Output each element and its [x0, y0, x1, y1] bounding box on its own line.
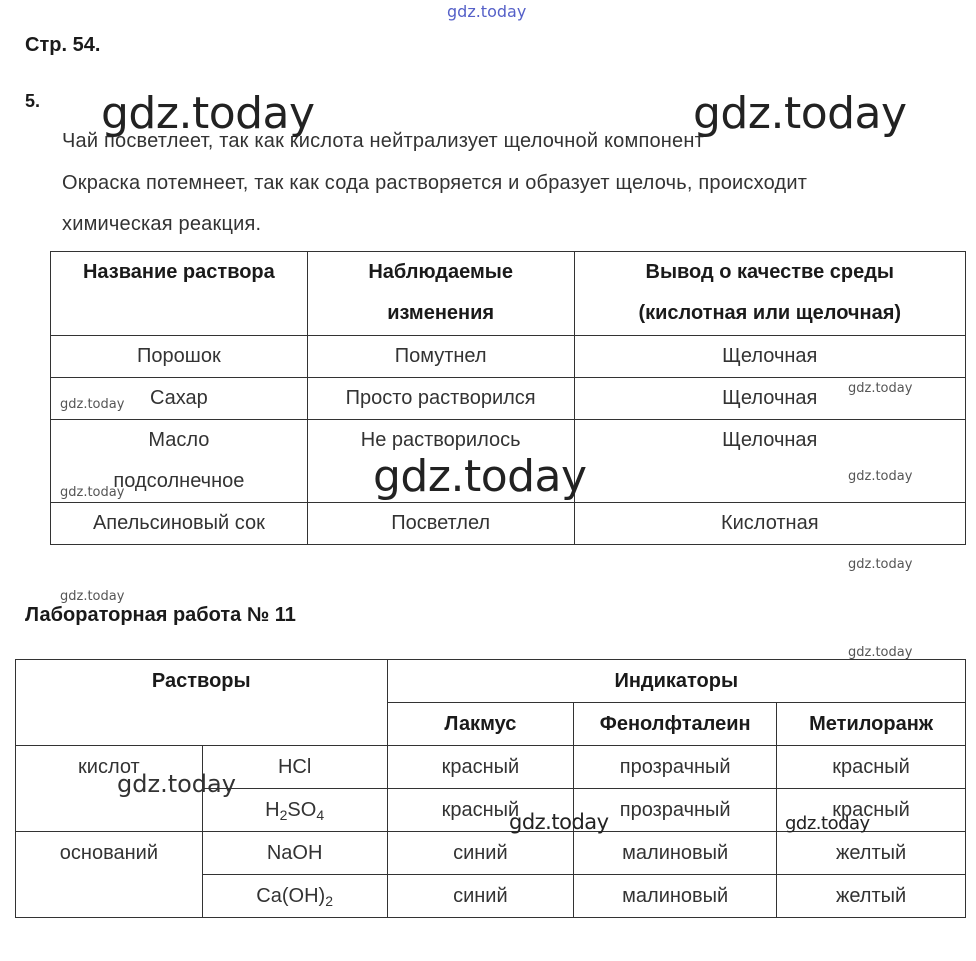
paragraph-2: Окраска потемнеет, так как сода растворяется и образует щелочь, происходит [62, 172, 808, 194]
indicator-color-cell: малиновый [574, 875, 777, 918]
observed-change-cell: Не растворилось [307, 420, 574, 503]
formula-cell: $H_2SO_4$ [202, 789, 387, 832]
solution-name-line: Масло [148, 429, 210, 451]
indicator-header: Фенолфталеин [574, 703, 777, 746]
table-header-row [16, 660, 966, 703]
watermark-medium: gdz.today [117, 770, 236, 798]
column-header-line: изменения [387, 302, 495, 324]
indicator-color-cell: желтый [777, 875, 966, 918]
indicators-header: Индикаторы [387, 660, 965, 703]
observed-change-cell: Просто растворился [307, 378, 574, 420]
formula-cell: HCl [202, 746, 387, 789]
column-header [307, 252, 574, 336]
solution-name-cell [51, 336, 308, 378]
medium-result-cell: Щелочная [574, 336, 965, 378]
column-header-line: (кислотная или щелочная) [638, 302, 902, 324]
indicator-color-cell: синий [387, 875, 574, 918]
watermark-small: gdz.today [60, 397, 125, 412]
solution-name-line: Апельсиновый сок [92, 512, 265, 534]
solution-name-line: Сахар [149, 387, 208, 409]
table-row [51, 336, 966, 378]
observed-change-cell: Помутнел [307, 336, 574, 378]
solution-name-line: Порошок [137, 345, 221, 367]
watermark-small: gdz.today [60, 485, 125, 500]
indicator-color-cell: красный [387, 789, 574, 832]
watermark-large: gdz.today [373, 451, 587, 502]
group-label-cell: кислот [16, 746, 203, 832]
column-header-line: Вывод о качестве среды [645, 261, 895, 283]
indicator-color-cell: красный [387, 746, 574, 789]
indicator-color-cell: красный [777, 789, 966, 832]
formula-cell: NaOH [202, 832, 387, 875]
table-row [51, 503, 966, 545]
watermark-medium: gdz.today [785, 813, 870, 834]
lab-title: Лабораторная работа № 11 [25, 604, 296, 626]
solution-name-cell [51, 503, 308, 545]
page-label: Стр. 54. [25, 34, 101, 56]
table-row [51, 378, 966, 420]
table-header-row [51, 252, 966, 336]
watermark-top: gdz.today [447, 2, 527, 21]
paragraph-3: химическая реакция. [62, 213, 262, 235]
solutions-header: Растворы [16, 660, 388, 746]
column-header-line: Наблюдаемые [368, 261, 513, 283]
indicator-color-cell: желтый [777, 832, 966, 875]
group-label-cell: оснований [16, 832, 203, 918]
indicator-color-cell: синий [387, 832, 574, 875]
table-row [16, 832, 966, 875]
column-header [51, 252, 308, 336]
indicator-color-cell: красный [777, 746, 966, 789]
medium-result-cell: Кислотная [574, 503, 965, 545]
indicator-color-cell: прозрачный [574, 789, 777, 832]
watermark-small: gdz.today [848, 381, 913, 396]
paragraph-1: Чай посветлеет, так как кислота нейтрализует щелочной компонент [62, 130, 704, 152]
indicator-header: Лакмус [387, 703, 574, 746]
watermark-medium: gdz.today [509, 810, 609, 834]
observed-change-cell: Посветлел [307, 503, 574, 545]
column-header [574, 252, 965, 336]
column-header-line: Название раствора [82, 261, 275, 283]
watermark-small: gdz.today [60, 589, 125, 604]
formula-cell: $Ca(OH)_2$ [202, 875, 387, 918]
watermark-small: gdz.today [848, 557, 913, 572]
watermark-small: gdz.today [848, 469, 913, 484]
watermark-small: gdz.today [848, 645, 913, 660]
indicator-color-cell: прозрачный [574, 746, 777, 789]
watermark-large: gdz.today [693, 88, 907, 139]
task-number: 5. [25, 91, 41, 111]
indicator-color-cell: малиновый [574, 832, 777, 875]
indicator-header: Метилоранж [777, 703, 966, 746]
watermark-large: gdz.today [101, 88, 315, 139]
solution-name-line: подсолнечное [113, 470, 245, 492]
medium-result-cell: Щелочная [574, 378, 965, 420]
medium-result-cell: Щелочная [574, 420, 965, 503]
